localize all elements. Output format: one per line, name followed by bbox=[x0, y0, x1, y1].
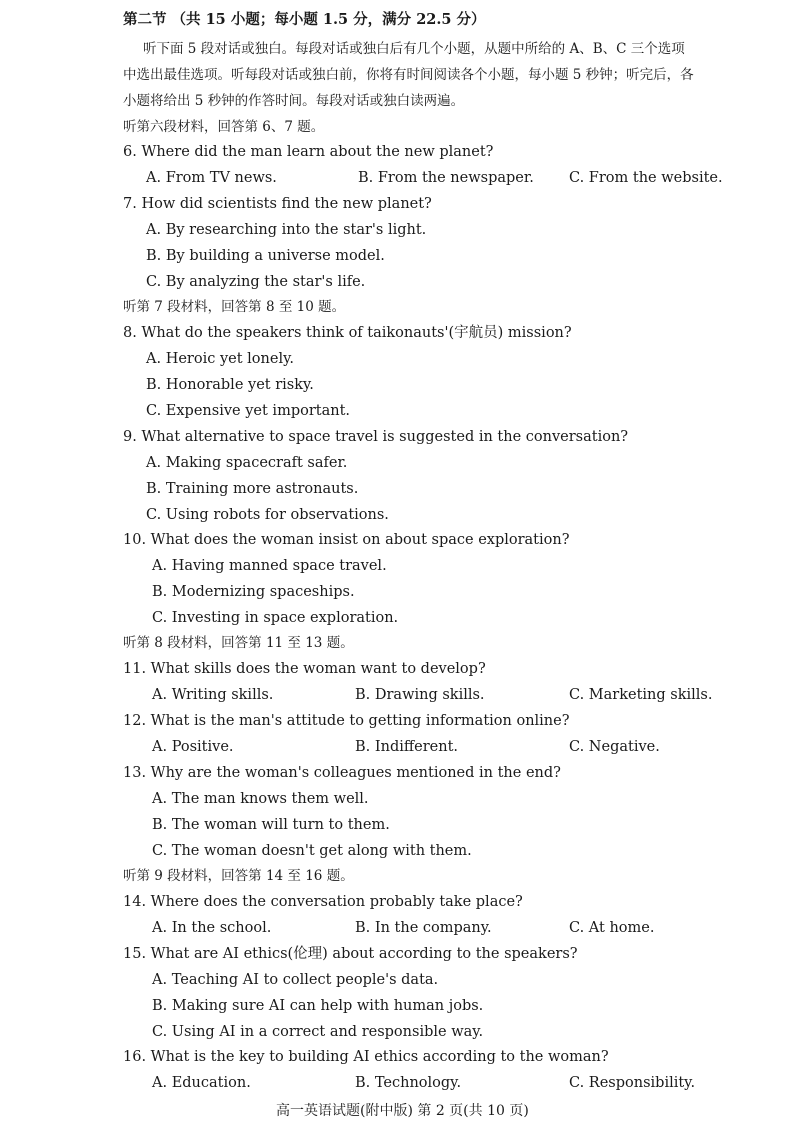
q10-option-b[interactable]: B. Modernizing spaceships. bbox=[152, 584, 355, 600]
q13-option-b[interactable]: B. The woman will turn to them. bbox=[152, 817, 390, 833]
q7-option-c[interactable]: C. By analyzing the star's life. bbox=[146, 274, 366, 290]
instruction-line-2: 中选出最佳选项。听每段对话或独白前，你将有时间阅读各个小题，每小题 5 秒钟；听完后，各 bbox=[123, 67, 694, 83]
q12-option-b[interactable]: B. Indifferent. bbox=[355, 739, 459, 755]
q7-option-b[interactable]: B. By building a universe model. bbox=[146, 248, 385, 264]
q15-option-b[interactable]: B. Making sure AI can help with human jobs. bbox=[152, 998, 484, 1014]
question-15: 15. What are AI ethics(伦理) about according to the speakers? bbox=[123, 946, 578, 962]
group-label-6: 听第六段材料，回答第 6、7 题。 bbox=[123, 119, 325, 135]
question-16: 16. What is the key to building AI ethics according to the woman? bbox=[123, 1049, 609, 1065]
q11-option-b[interactable]: B. Drawing skills. bbox=[355, 687, 485, 703]
q9-option-a[interactable]: A. Making spacecraft safer. bbox=[146, 455, 348, 471]
question-11: 11. What skills does the woman want to develop? bbox=[123, 661, 486, 677]
instruction-line-3: 小题将给出 5 秒钟的作答时间。每段对话或独白读两遍。 bbox=[123, 93, 465, 109]
q16-option-a[interactable]: A. Education. bbox=[152, 1075, 251, 1091]
q15-option-c[interactable]: C. Using AI in a correct and responsible way. bbox=[152, 1024, 484, 1040]
q16-option-b[interactable]: B. Technology. bbox=[355, 1075, 462, 1091]
question-9: 9. What alternative to space travel is suggested in the conversation? bbox=[123, 429, 629, 445]
q6-option-c[interactable]: C. From the website. bbox=[569, 170, 723, 186]
q8-option-c[interactable]: C. Expensive yet important. bbox=[146, 403, 351, 419]
question-13: 13. Why are the woman's colleagues mentioned in the end? bbox=[123, 765, 561, 781]
q9-option-b[interactable]: B. Training more astronauts. bbox=[146, 481, 359, 497]
q8-option-a[interactable]: A. Heroic yet lonely. bbox=[146, 351, 294, 367]
q16-option-c[interactable]: C. Responsibility. bbox=[569, 1075, 696, 1091]
instruction-line-1: 听下面 5 段对话或独白。每段对话或独白后有几个小题，从题中所给的 A、B、C 三个选项 bbox=[143, 41, 685, 57]
question-8: 8. What do the speakers think of taikonauts'(宇航员) mission? bbox=[123, 325, 572, 341]
q6-option-a[interactable]: A. From TV news. bbox=[146, 170, 277, 186]
page-footer: 高一英语试题(附中版) 第 2 页(共 10 页) bbox=[276, 1103, 529, 1119]
q12-option-a[interactable]: A. Positive. bbox=[152, 739, 234, 755]
q11-option-a[interactable]: A. Writing skills. bbox=[152, 687, 274, 703]
question-10: 10. What does the woman insist on about space exploration? bbox=[123, 532, 570, 548]
q11-option-c[interactable]: C. Marketing skills. bbox=[569, 687, 713, 703]
q13-option-c[interactable]: C. The woman doesn't get along with them. bbox=[152, 843, 472, 859]
q14-option-c[interactable]: C. At home. bbox=[569, 920, 655, 936]
group-label-7: 听第 7 段材料，回答第 8 至 10 题。 bbox=[123, 299, 346, 315]
q14-option-a[interactable]: A. In the school. bbox=[152, 920, 272, 936]
q12-option-c[interactable]: C. Negative. bbox=[569, 739, 660, 755]
question-7: 7. How did scientists find the new planet? bbox=[123, 196, 432, 212]
group-label-9: 听第 9 段材料，回答第 14 至 16 题。 bbox=[123, 868, 354, 884]
q8-option-b[interactable]: B. Honorable yet risky. bbox=[146, 377, 314, 393]
q6-option-b[interactable]: B. From the newspaper. bbox=[358, 170, 534, 186]
group-label-8: 听第 8 段材料，回答第 11 至 13 题。 bbox=[123, 635, 354, 651]
question-6: 6. Where did the man learn about the new planet? bbox=[123, 144, 494, 160]
q10-option-a[interactable]: A. Having manned space travel. bbox=[152, 558, 387, 574]
q14-option-b[interactable]: B. In the company. bbox=[355, 920, 492, 936]
question-12: 12. What is the man's attitude to getting information online? bbox=[123, 713, 570, 729]
section-title: 第二节 （共 15 小题；每小题 1.5 分，满分 22.5 分） bbox=[123, 11, 486, 28]
question-14: 14. Where does the conversation probably take place? bbox=[123, 894, 523, 910]
q9-option-c[interactable]: C. Using robots for observations. bbox=[146, 507, 389, 523]
q15-option-a[interactable]: A. Teaching AI to collect people's data. bbox=[152, 972, 439, 988]
q10-option-c[interactable]: C. Investing in space exploration. bbox=[152, 610, 399, 626]
q13-option-a[interactable]: A. The man knows them well. bbox=[152, 791, 369, 807]
q7-option-a[interactable]: A. By researching into the star's light. bbox=[146, 222, 427, 238]
